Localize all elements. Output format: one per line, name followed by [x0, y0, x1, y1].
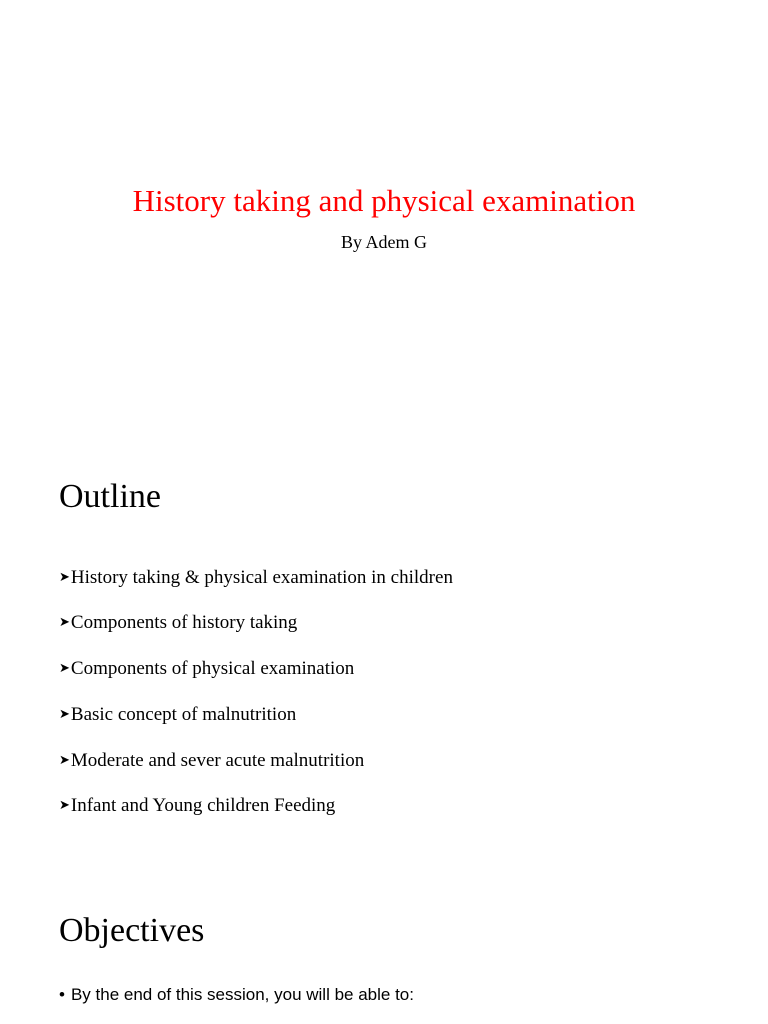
dot-bullet-icon: •: [59, 985, 65, 1004]
outline-item: [59, 794, 335, 818]
outline-item-text: Components of history taking: [70, 612, 298, 633]
arrow-bullet-icon: ➤: [59, 707, 70, 722]
outline-item: [59, 703, 296, 727]
objectives-heading: Objectives: [59, 912, 205, 949]
arrow-bullet-icon: ➤: [59, 570, 70, 585]
objective-item: [59, 984, 414, 1006]
outline-item-text: History taking & physical examination in children: [70, 567, 453, 588]
slide-author: By Adem G: [340, 232, 427, 252]
outline-item: [59, 749, 364, 773]
outline-item: [59, 657, 354, 681]
arrow-bullet-icon: ➤: [59, 615, 70, 630]
arrow-bullet-icon: ➤: [59, 753, 70, 768]
outline-heading: Outline: [59, 478, 161, 515]
outline-item-text: Moderate and sever acute malnutrition: [70, 750, 365, 771]
outline-item-text: Components of physical examination: [70, 658, 355, 679]
outline-item-text: Infant and Young children Feeding: [70, 795, 336, 816]
objective-item-text: By the end of this session, you will be able to:: [70, 985, 414, 1004]
arrow-bullet-icon: ➤: [59, 798, 70, 813]
outline-item: [59, 611, 297, 635]
arrow-bullet-icon: ➤: [59, 661, 70, 676]
outline-item-text: Basic concept of malnutrition: [70, 704, 297, 725]
slide-title: History taking and physical examination: [132, 183, 636, 218]
outline-item: [59, 566, 453, 590]
